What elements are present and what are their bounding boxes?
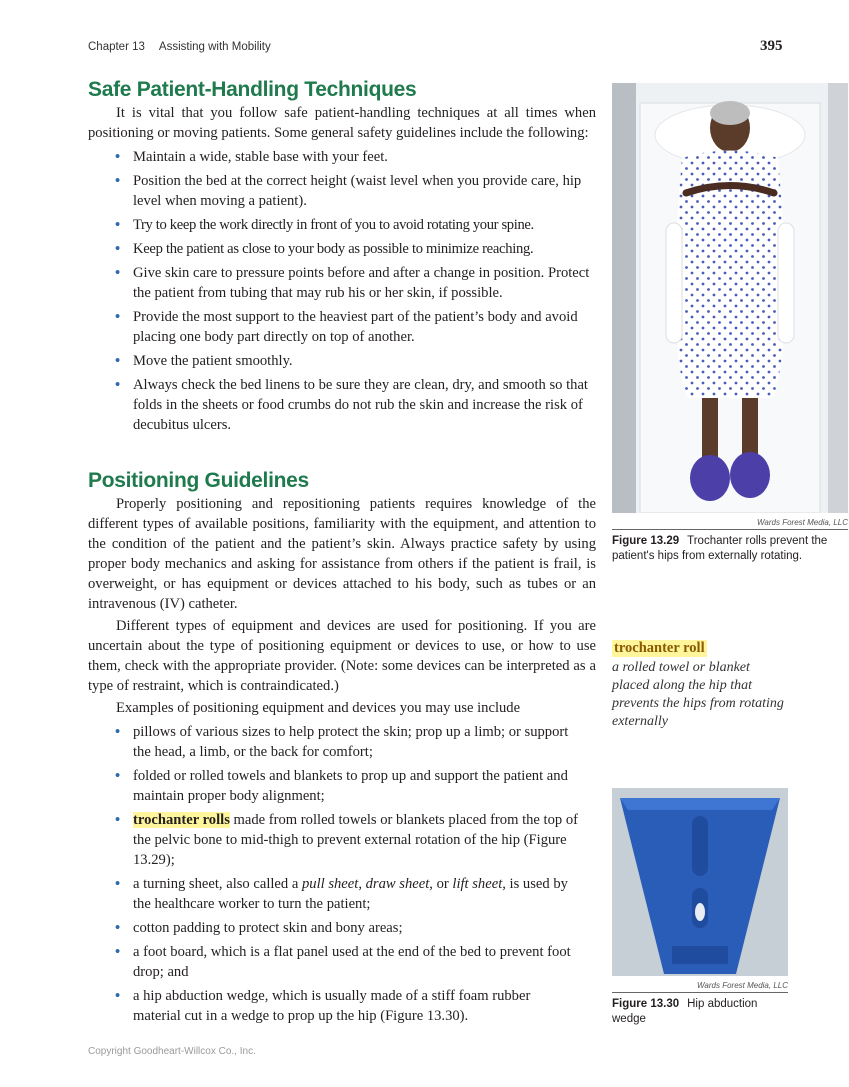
list-item: • a turning sheet, also called a pull sheet, draw sheet, or lift sheet, is used by the healthcare worker to turn the patient; [115, 876, 568, 912]
bullet-icon: • [115, 149, 121, 165]
figure-13-30 [612, 788, 788, 1027]
list-item: • trochanter rolls made from rolled towels or blankets placed from the top of the pelvic bone to mid-thigh to prevent external rotation of the hip (Figure 13.29); [115, 812, 579, 868]
list-item: • Try to keep the work directly in front of you to avoid rotating your spine. [115, 217, 534, 233]
bullet-icon: • [115, 173, 121, 189]
list-item: • a foot board, which is a flat panel used at the end of the bed to prevent foot drop; and [115, 944, 571, 980]
figure-credit: Wards Forest Media, LLC [612, 981, 788, 993]
bullet-icon: • [115, 988, 121, 1004]
figure-13-29 [612, 83, 848, 564]
bullet-icon: • [115, 768, 121, 784]
chapter-title: Assisting with Mobility [158, 41, 271, 53]
bullet-icon: • [115, 920, 121, 936]
section-safe-handling [88, 80, 596, 439]
list-item: • Position the bed at the correct height (waist level when you provide care, hip level when moving a patient). [115, 173, 582, 209]
list-item: • folded or rolled towels and blankets to prop up and support the patient and maintain proper body alignment; [115, 768, 568, 804]
page-number: 395 [760, 38, 783, 54]
glossary-term: trochanter roll [614, 640, 705, 656]
bullet-icon: • [115, 265, 121, 281]
highlighted-term: trochanter rolls [133, 812, 230, 828]
bullet-icon: • [115, 241, 121, 257]
bullet-icon: • [115, 353, 121, 369]
bullet-icon: • [115, 377, 121, 393]
patient-bed-photo [612, 83, 848, 513]
list-item: • Keep the patient as close to your body as possible to minimize reaching. [115, 241, 534, 257]
list-item: • Always check the bed linens to be sure they are clean, dry, and smooth so that folds in the sheets or food crumbs do not rub the skin and increase the risk of decubitus ulcers. [115, 377, 588, 433]
bullet-icon: • [115, 217, 121, 233]
equipment-list [88, 722, 578, 1026]
paragraph: Different types of equipment and devices are used for positioning. If you are uncertain about the type of positioning equipment or devices to use, or how to use them, check with the appropriate provider. (Note: some devices can be interpreted as a type of restraint, which is contraindicated.) [88, 618, 596, 694]
list-item: • pillows of various sizes to help protect the skin; prop up a limb; or support the head, a limb, or the back for comfort; [115, 724, 569, 760]
glossary-definition: a rolled towel or blanket placed along the hip that prevents the hips from rotating externally [612, 660, 784, 729]
section-positioning [88, 471, 596, 1030]
bullet-icon: • [115, 309, 121, 325]
safety-guidelines-list [88, 147, 596, 435]
intro-paragraph: It is vital that you follow safe patient-handling techniques at all times when positioning or moving patients. Some general safety guidelines include the following: [88, 105, 596, 141]
glossary-entry [612, 639, 787, 731]
section-heading: Positioning Guidelines [88, 469, 309, 492]
bullet-icon: • [115, 876, 121, 892]
list-item: • a hip abduction wedge, which is usually made of a stiff foam rubber material cut in a wedge to prop up the hip (Figure 13.30). [115, 988, 531, 1024]
figure-credit: Wards Forest Media, LLC [612, 518, 848, 530]
bullet-icon: • [115, 944, 121, 960]
copyright-footer: Copyright Goodheart-Willcox Co., Inc. [88, 1046, 256, 1057]
list-item: • Give skin care to pressure points before and after a change in position. Protect the patient from tubing that may rub his or her skin, if possible. [115, 265, 590, 301]
paragraph: Examples of positioning equipment and devices you may use include [116, 700, 521, 716]
figure-caption: Figure 13.29 Trochanter rolls prevent the patient's hips from externally rotating. [612, 535, 828, 562]
section-heading: Safe Patient-Handling Techniques [88, 78, 417, 101]
hip-wedge-photo [612, 788, 788, 976]
chapter-number: Chapter 13 [88, 41, 145, 53]
figure-label: Figure 13.30 [612, 998, 680, 1010]
list-item: • cotton padding to protect skin and bony areas; [115, 920, 403, 936]
figure-label: Figure 13.29 [612, 535, 680, 547]
list-item: • Move the patient smoothly. [115, 353, 293, 369]
running-head [88, 41, 271, 53]
list-item: • Provide the most support to the heaviest part of the patient’s body and avoid placing one body part directly on top of another. [115, 309, 578, 345]
list-item: • Maintain a wide, stable base with your feet. [115, 149, 388, 165]
paragraph: Properly positioning and repositioning patients requires knowledge of the different types of available positions, familiarity with the equipment, and attention to the condition of the patient and the patient’s skin. Always practice safety by using proper body mechanics and asking for assistance from others if the patient is frail, is overweight, or has equipment or devices attached to his body, such as tubes or an intravenous (IV) catheter. [88, 496, 596, 612]
bullet-icon: • [115, 724, 121, 740]
bullet-icon: • [115, 812, 121, 828]
figure-caption: Figure 13.30 Hip abduction wedge [612, 998, 758, 1025]
